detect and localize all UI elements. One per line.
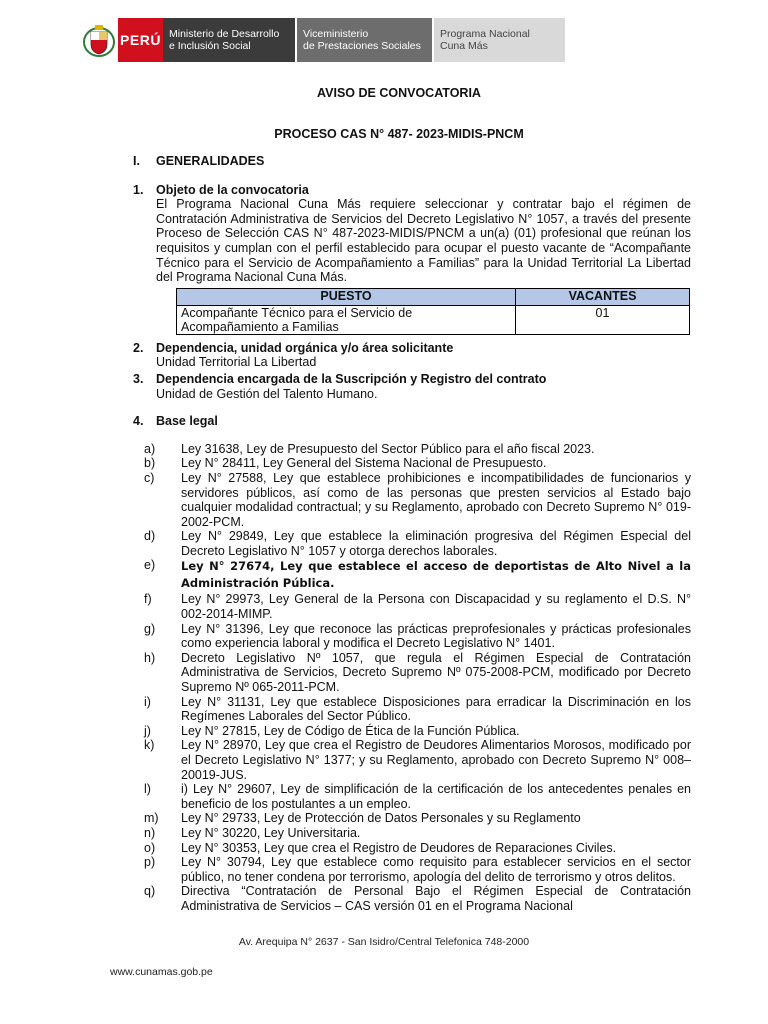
list-item: a) Ley 31638, Ley de Presupuesto del Sector Público para el año fiscal 2023.: [144, 441, 595, 456]
address-footer: Av. Arequipa N° 2637 - San Isidro/Central Telefonica 748-2000: [238, 936, 530, 948]
list-item: l) i) Ley N° 29607, Ley de simplificación de la certificación de los antecedentes penales en beneficio de los postulantes a un empleo.: [144, 782, 691, 811]
peru-logo: PERÚ: [118, 18, 163, 62]
list-item: i) Ley N° 31131, Ley que establece Disposiciones para erradicar la Discriminación en los Regímenes Laborales del Sector Público.: [144, 694, 691, 724]
cell-puesto: Acompañante Técnico para el Servicio de Acompañamiento a Familias: [177, 305, 516, 334]
document-body: [133, 154, 691, 914]
ministry-label: Ministerio de Desarrollo e Inclusión Social: [163, 18, 295, 62]
item-objective: 1. Objeto de la convocatoria El Programa Nacional Cuna Más requiere seleccionar y contratar bajo el régimen de Contratación Administrativa de Servicios del Decreto Legislativo N° 1057, a través del presente Proceso de Selección CAS N° 487-2023-MIDIS/PNCM a un(a) (01) profesional que reúnan los requisitos y cumplan con el perfil establecido para ocupar el puesto vacante de “Acompañante Técnico para el Servicio de Acompañamiento a Familias” para la Unidad Territorial La Libertad del Programa Nacional Cuna Más.: [133, 182, 691, 285]
viceministry-label: Viceministerio de Prestaciones Sociales: [295, 18, 432, 62]
legal-list: [133, 442, 691, 914]
cell-vacantes: 01: [516, 305, 690, 334]
list-item: q) Directiva “Contratación de Personal Bajo el Régimen Especial de Contratación Administrativa de Servicios – CAS versión 01 en el Programa Nacional: [144, 884, 691, 913]
header-banner: [80, 18, 565, 62]
col-header-vacantes: VACANTES: [516, 288, 690, 305]
list-item: k) Ley N° 28970, Ley que crea el Registro de Deudores Alimentarios Morosos, modificado por el Decreto Legislativo N° 1377; y su Reglamento, aprobado con Decreto Supremo N° 008–20019-JUS.: [144, 738, 691, 782]
website-link[interactable]: www.cunamas.gob.pe: [110, 966, 213, 978]
objective-text: El Programa Nacional Cuna Más requiere seleccionar y contratar bajo el régimen de Contratación Administrativa de Servicios del Decreto Legislativo N° 1057, a través del presente Proceso de Selección CAS N° 487-2023-MIDIS/PNCM a un(a) (01) profesional que reúnan los requisitos y cumplan con el perfil establecido para ocupar el puesto vacante de “Acompañante Técnico para el Servicio de Acompañamiento a Familias” para la Unidad Territorial La Libertad del Programa Nacional Cuna Más.: [156, 197, 691, 285]
document-title: AVISO DE CONVOCATORIA: [317, 86, 481, 100]
col-header-puesto: PUESTO: [177, 288, 516, 305]
list-item: e) Ley N° 27674, Ley que establece el acceso de deportistas de Alto Nivel a la Administración Pública.: [144, 558, 691, 591]
item-dependency: 2. Dependencia, unidad orgánica y/o área solicitante Unidad Territorial La Libertad: [133, 340, 454, 370]
table-row: [177, 305, 690, 334]
list-item: c) Ley N° 27588, Ley que establece prohibiciones e incompatibilidades de funcionarios y servidores públicos, así como de las personas que presten servicios al Estado bajo cualquier modalidad contractual; y su Reglamento, aprobado con Decreto Supremo N° 019-2002-PCM.: [144, 470, 691, 529]
list-item: j) Ley N° 27815, Ley de Código de Ética de la Función Pública.: [144, 723, 520, 738]
list-item: f) Ley N° 29973, Ley General de la Persona con Discapacidad y su reglamento el D.S. N° 002-2014-MIMP.: [144, 592, 691, 622]
list-item: g) Ley N° 31396, Ley que reconoce las prácticas preprofesionales y prácticas profesionales como experiencia laboral y modifica el Decreto Legislativo N° 1401.: [144, 621, 691, 651]
list-item: o) Ley N° 30353, Ley que crea el Registro de Deudores de Reparaciones Civiles.: [144, 840, 617, 855]
list-item: b) Ley N° 28411, Ley General del Sistema Nacional de Presupuesto.: [144, 456, 547, 471]
program-label: Programa Nacional Cuna Más: [432, 18, 565, 62]
list-item: d) Ley N° 29849, Ley que establece la eliminación progresiva del Régimen Especial del Decreto Legislativo N° 1057 y otorga derechos laborales.: [144, 529, 691, 558]
process-title: PROCESO CAS N° 487- 2023-MIDIS-PNCM: [274, 127, 524, 141]
list-item: n) Ley N° 30220, Ley Universitaria.: [144, 825, 361, 840]
item-legal-base: 4. Base legal: [133, 414, 218, 429]
list-item: h) Decreto Legislativo Nº 1057, que regula el Régimen Especial de Contratación Administrativa de Servicios, Decreto Supremo Nº 075-2008-PCM, modificado por Decreto Supremo Nº 065-2011-PCM.: [144, 650, 691, 695]
list-item: p) Ley N° 30794, Ley que establece como requisito para establecer servicios en el sector público, no tener condena por terrorismo, apología del delito de terrorismo y otros delitos.: [144, 855, 691, 884]
list-item: m) Ley N° 29733, Ley de Protección de Datos Personales y su Reglamento: [144, 811, 581, 826]
coat-of-arms-icon: [80, 18, 118, 62]
vacancy-table: [176, 288, 690, 335]
item-contract-unit: 3. Dependencia encargada de la Suscripción y Registro del contrato Unidad de Gestión del Talento Humano.: [133, 371, 547, 401]
section-heading: I. GENERALIDADES: [133, 154, 265, 168]
